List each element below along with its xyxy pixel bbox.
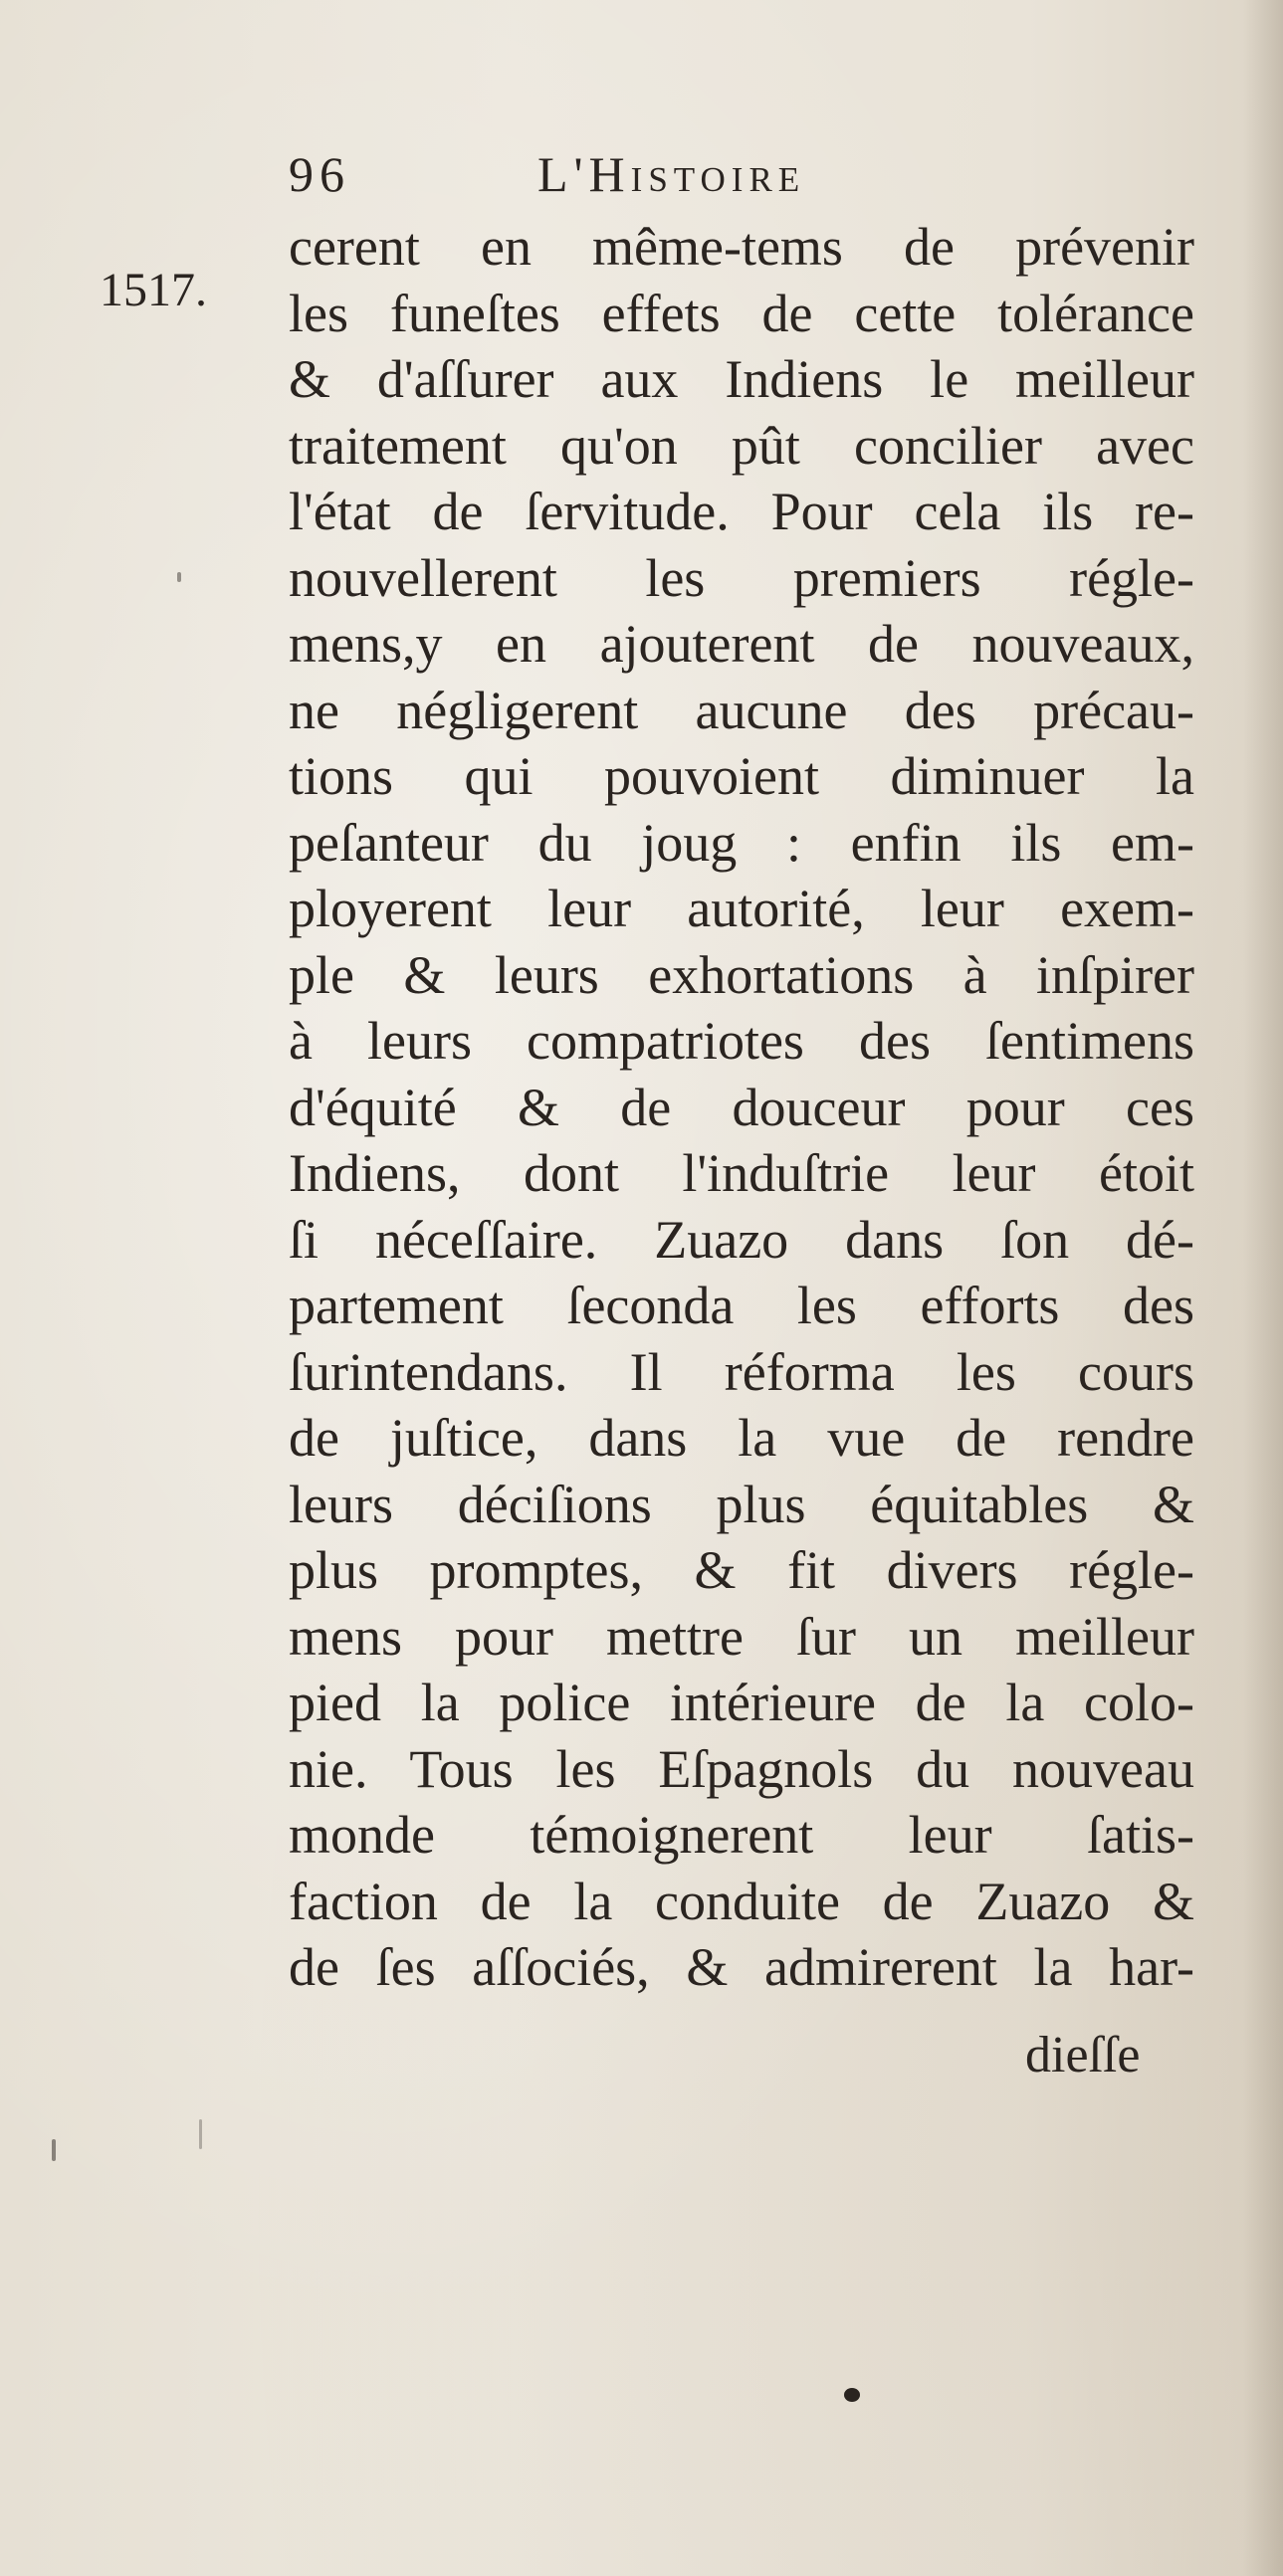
text-line: partement ſeconda les efforts des xyxy=(289,1276,1194,1335)
text-line: traitement qu'on pût concilier avec xyxy=(289,415,1194,476)
text-line: ple & leurs exhortations à inſpirer xyxy=(289,944,1194,1005)
text-line: cerent en même-tems de prévenir xyxy=(289,217,1194,277)
text-line: nouvellerent les premiers régle- xyxy=(289,547,1194,608)
text-line: mens,y en ajouterent de nouveaux, xyxy=(289,614,1194,674)
page-header xyxy=(289,139,1045,209)
text-line: de juſtice, dans la vue de rendre xyxy=(289,1408,1194,1468)
text-line: mens pour mettre ſur un meilleur xyxy=(289,1606,1194,1667)
text-line: monde témoignerent leur ſatis- xyxy=(289,1805,1194,1865)
text-line: nie. Tous les Eſpagnols du nouveau xyxy=(289,1738,1194,1799)
text-line: leurs déciſions plus équitables & xyxy=(289,1474,1194,1534)
text-line: les funeſtes effets de cette tolérance xyxy=(289,283,1194,343)
text-line: tions qui pouvoient diminuer la xyxy=(289,746,1194,806)
text-line: pied la police intérieure de la colo- xyxy=(289,1673,1194,1732)
text-line: Indiens, dont l'induſtrie leur étoit xyxy=(289,1143,1194,1203)
gutter-shadow xyxy=(1243,0,1283,2576)
text-line: d'équité & de douceur pour ces xyxy=(289,1077,1194,1137)
running-head: L'Histoire xyxy=(537,146,806,202)
text-line: peſanteur du joug : enfin ils em- xyxy=(289,812,1194,873)
ink-speck xyxy=(844,2388,860,2402)
catchword: dieſſe xyxy=(1025,2027,1141,2083)
text-line: ployerent leur autorité, leur exem- xyxy=(289,879,1194,938)
text-line: ne négligerent aucune des précau- xyxy=(289,680,1194,740)
ink-speck xyxy=(177,572,181,582)
text-line: & d'aſſurer aux Indiens le meilleur xyxy=(289,349,1194,409)
text-line: ſi néceſſaire. Zuazo dans ſon dé- xyxy=(289,1209,1194,1270)
margin-year-note: 1517. xyxy=(100,264,207,316)
ink-speck xyxy=(199,2119,202,2149)
page-number: 96 xyxy=(289,146,350,202)
body-text xyxy=(289,214,1194,2001)
text-line: de ſes aſſociés, & admirerent la har- xyxy=(289,1937,1194,1997)
text-line: ſurintendans. Il réforma les cours xyxy=(289,1341,1194,1402)
text-line: faction de la conduite de Zuazo & xyxy=(289,1871,1194,1931)
text-line: plus promptes, & fit divers régle- xyxy=(289,1540,1194,1600)
text-line: à leurs compatriotes des ſentimens xyxy=(289,1011,1194,1071)
ink-speck xyxy=(52,2139,56,2161)
text-line: l'état de ſervitude. Pour cela ils re- xyxy=(289,482,1194,541)
